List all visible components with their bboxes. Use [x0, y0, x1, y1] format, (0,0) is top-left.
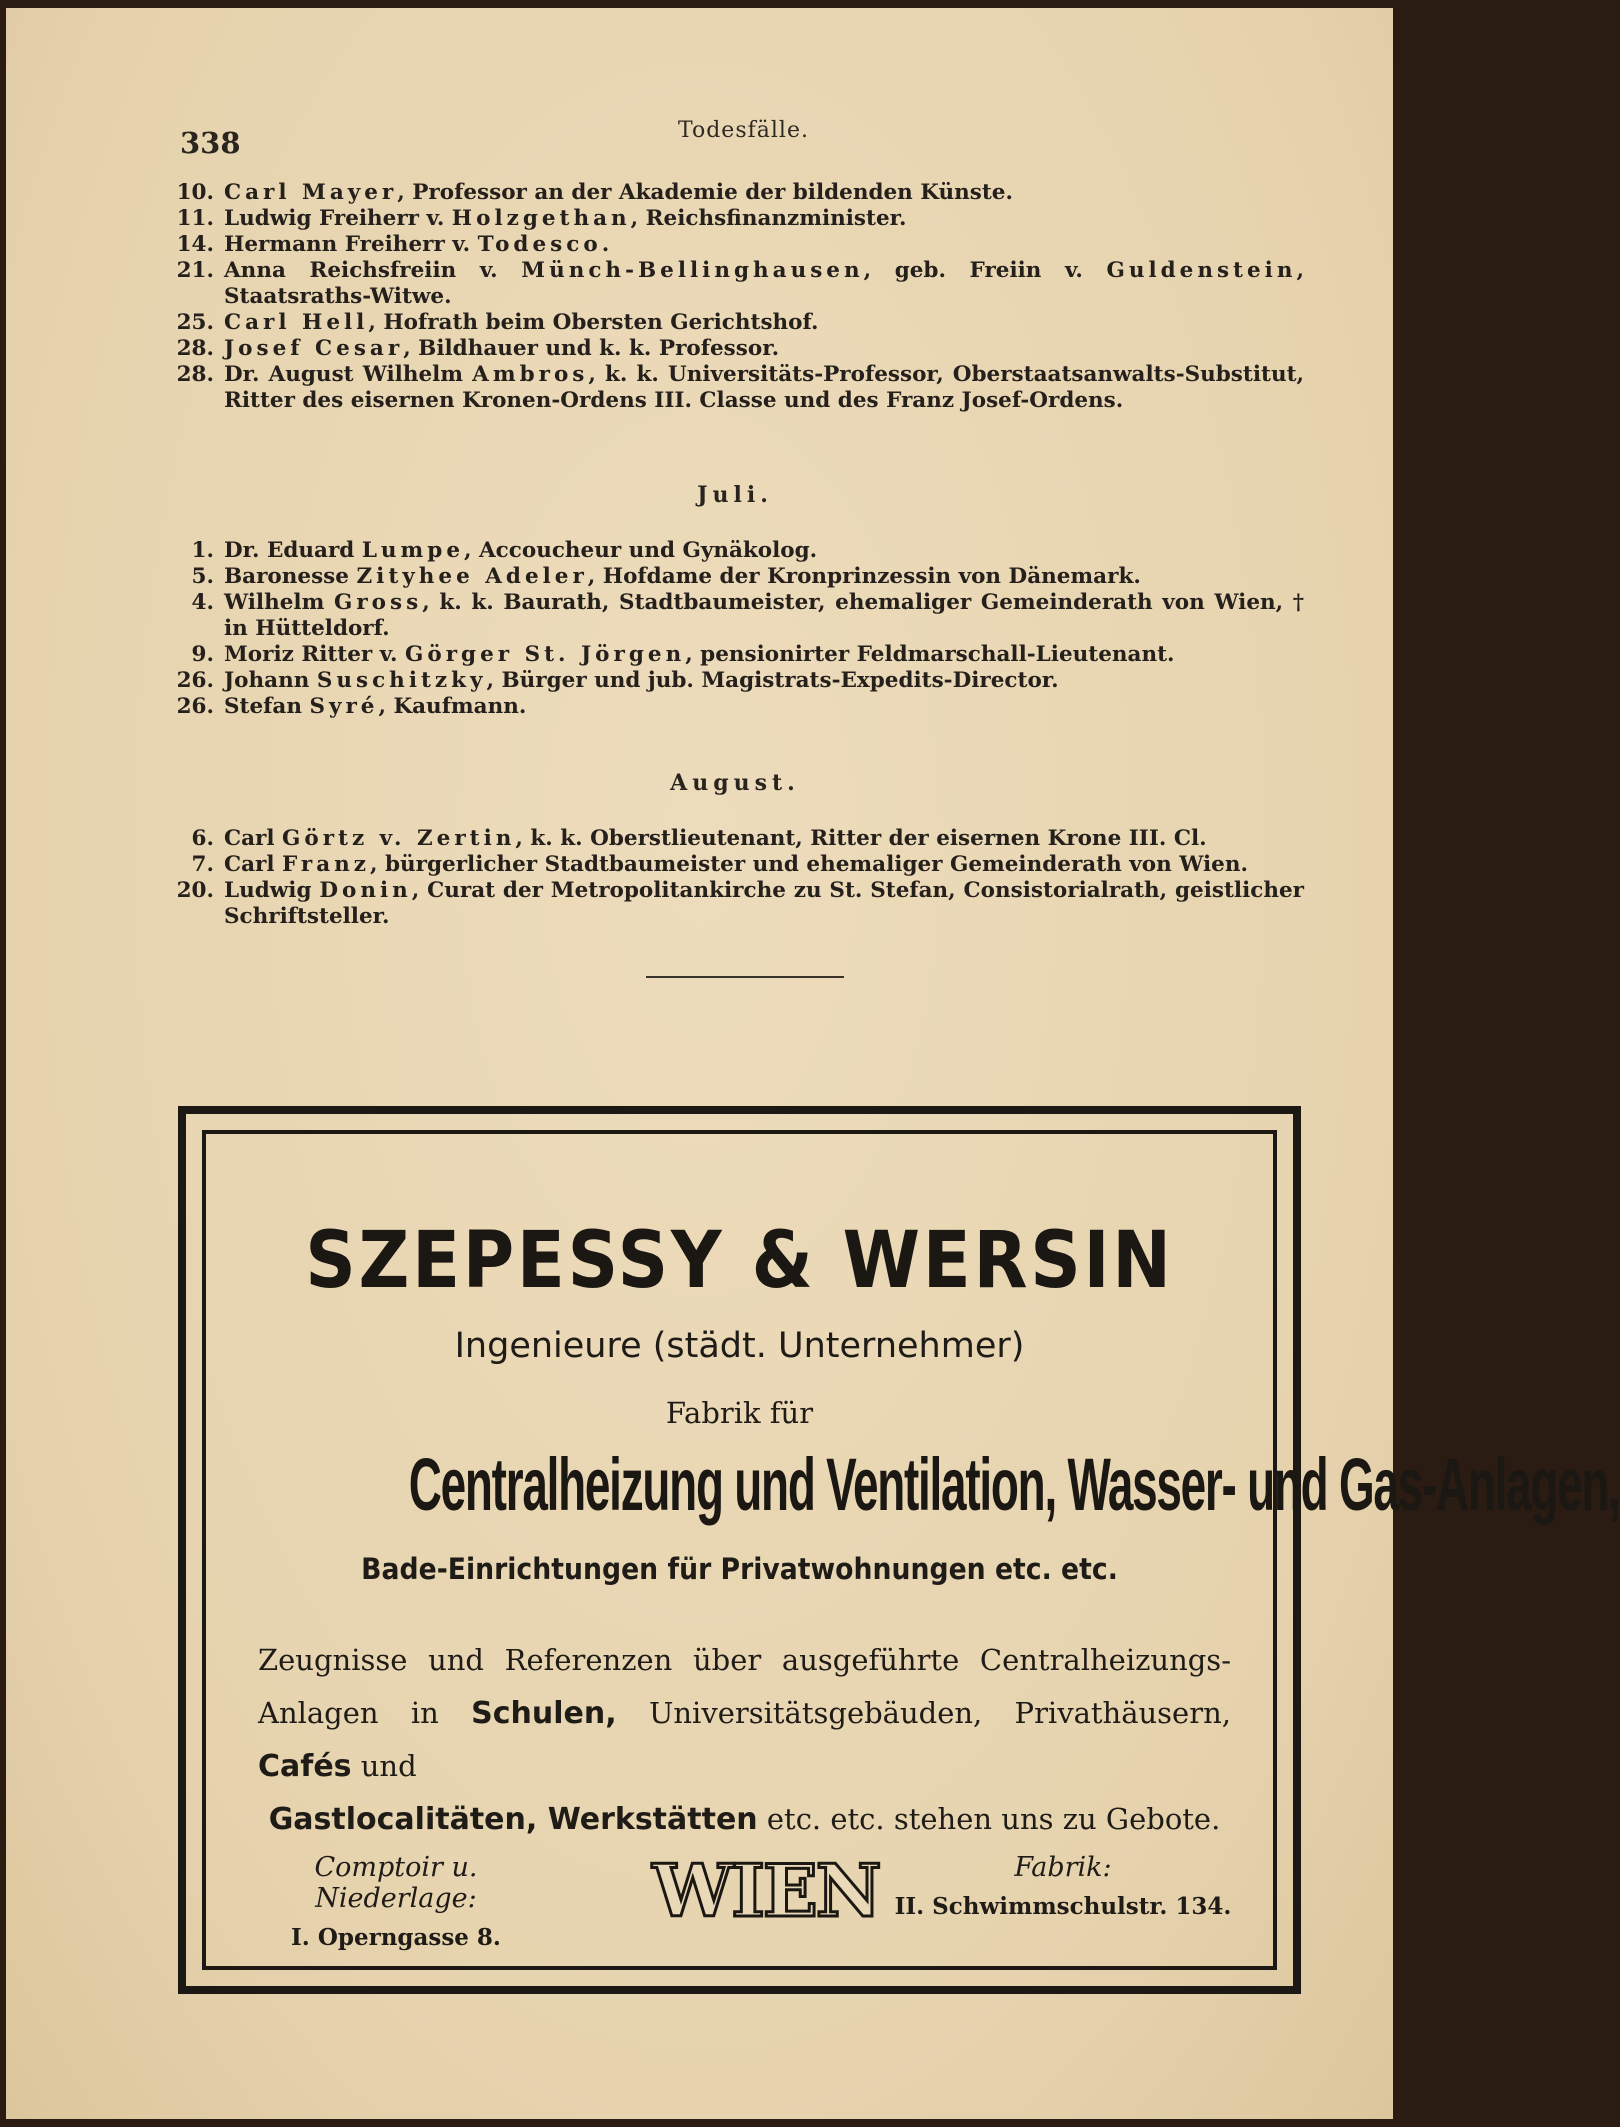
ad-keyword-schulen: Schulen,: [471, 1696, 617, 1731]
ad-para-text: Anlagen in: [258, 1696, 472, 1730]
entry-day: 7.: [191, 852, 214, 877]
entry-day: 10.: [176, 180, 214, 205]
entry-prefix: Wilhelm: [224, 590, 334, 615]
entry-text: , bürgerlicher Stadtbaumeister und ehemaliger Gemeinderath von Wien.: [370, 852, 1248, 877]
entry-june-10: [166, 180, 1304, 206]
ad-headline: Centralheizung und Ventilation, Wasser- und Gas-Anlagen,: [408, 1443, 1620, 1526]
page-header: [174, 118, 1313, 158]
entry-name: Josef Cesar: [224, 336, 404, 361]
ad-fabrik-label: Fabrik:: [1014, 1852, 1112, 1883]
entry-day: 14.: [176, 232, 214, 257]
entry-prefix: Johann: [224, 668, 317, 693]
entry-text: , Hofrath beim Obersten Gerichtshof.: [368, 310, 819, 335]
month-heading-july: Juli.: [697, 482, 773, 508]
month-heading-august: August.: [670, 770, 800, 796]
entry-text: , Bürger und jub. Magistrats-Expedits-Director.: [486, 668, 1059, 693]
entry-name: Donin: [319, 878, 412, 903]
entry-prefix: Anna Reichsfreiin v.: [224, 258, 522, 283]
entry-name: Franz: [282, 852, 371, 877]
entry-name: Münch-Bellinghausen: [521, 258, 864, 283]
entry-prefix: Hermann Freiherr v.: [224, 232, 478, 257]
entry-text: , Bildhauer und k. k. Professor.: [403, 336, 780, 361]
entry-text: , Curat der Metropolitankirche zu St. Stefan, Consistorialrath, geistlicher Schriftsteller.: [224, 878, 1304, 929]
entry-day: 28.: [176, 362, 214, 387]
entry-august-20: [166, 878, 1304, 930]
entry-name: Holzgethan: [451, 206, 631, 231]
entry-july-26a: [166, 668, 1304, 694]
june-entries: [166, 180, 1304, 414]
entry-july-5: [166, 564, 1304, 590]
entry-prefix: Dr. August Wilhelm: [224, 362, 473, 387]
entry-text: .: [601, 232, 610, 257]
entry-day: 20.: [176, 878, 214, 903]
entry-day: 5.: [191, 564, 214, 589]
entry-day: 21.: [176, 258, 214, 283]
entry-prefix: Ludwig: [224, 878, 320, 903]
ad-fabrik-address: II. Schwimmschulstr. 134.: [894, 1893, 1232, 1920]
ad-bade-line: Bade-Einrichtungen für Privatwohnungen etc. etc.: [361, 1552, 1118, 1586]
entry-text: , geb. Freiin v.: [863, 258, 1107, 283]
ad-comptoir-block: [246, 1852, 546, 1951]
entry-august-7: [166, 852, 1304, 878]
ad-company-name: SZEPESSY & WERSIN: [305, 1216, 1174, 1306]
entry-june-28b: [166, 362, 1304, 414]
ad-comptoir-address: I. Operngasse 8.: [291, 1924, 501, 1951]
ad-para-line-1: Zeugnisse und Referenzen über ausgeführte Centralheizungs-: [258, 1643, 1231, 1677]
august-section: [166, 770, 1304, 930]
entry-text: , pensionirter Feldmarschall-Lieutenant.: [685, 642, 1175, 667]
book-page: [6, 8, 1620, 2119]
entry-day: 1.: [191, 538, 214, 563]
entry-text: , Professor an der Akademie der bildenden Künste.: [397, 180, 1013, 205]
entry-name: Carl Hell: [224, 310, 369, 335]
entry-text: , Accoucheur und Gynäkolog.: [464, 538, 818, 563]
entry-name: Suschitzky: [316, 668, 487, 693]
entry-prefix: Stefan: [224, 694, 310, 719]
entry-june-28a: [166, 336, 1304, 362]
page-number: 338: [180, 126, 241, 160]
entry-name: Carl Mayer: [224, 180, 398, 205]
entry-july-1: [166, 538, 1304, 564]
ad-para-text: etc. etc. stehen uns zu Gebote.: [757, 1802, 1221, 1836]
ad-fabrik-block: [883, 1852, 1243, 1920]
entry-name: Görger St. Jörgen: [405, 642, 686, 667]
entry-prefix: Carl: [224, 852, 283, 877]
entry-day: 9.: [191, 642, 214, 667]
entry-text: , Reichsfinanzminister.: [630, 206, 907, 231]
ad-references-paragraph: [258, 1634, 1231, 1846]
entry-text: , k. k. Universitäts-Professor, Oberstaatsanwalts-Substitut, Ritter des eisernen Kronen-Ordens III. Classe und des Franz Josef-Ordens.: [224, 362, 1304, 413]
entry-day: 25.: [176, 310, 214, 335]
entry-name: Görtz v. Zertin: [282, 826, 516, 851]
entry-july-4: [166, 590, 1304, 642]
entry-prefix: Ludwig Freiherr v.: [224, 206, 452, 231]
ad-fabrik-fuer: Fabrik für: [665, 1396, 814, 1430]
entry-text: , k. k. Oberstlieutenant, Ritter der eisernen Krone III. Cl.: [515, 826, 1207, 851]
entry-name: Gross: [333, 590, 423, 615]
entry-june-21: [166, 258, 1304, 310]
entry-july-9: [166, 642, 1304, 668]
entry-name: Zityhee Adeler: [356, 564, 588, 589]
ad-keyword-gastlocalitaeten: Gastlocalitäten, Werkstätten: [268, 1802, 758, 1837]
entry-name: Todesco: [477, 232, 602, 257]
ad-para-text: und: [351, 1749, 417, 1783]
entry-day: 4.: [191, 590, 214, 615]
entry-day: 6.: [191, 826, 214, 851]
july-section: [166, 482, 1304, 720]
ad-subtitle: Ingenieure (städt. Unternehmer): [454, 1326, 1025, 1366]
entry-day: 28.: [176, 336, 214, 361]
entry-day: 26.: [176, 668, 214, 693]
entry-june-14: [166, 232, 1304, 258]
entry-prefix: Moriz Ritter v.: [224, 642, 406, 667]
ad-para-text: Universitätsgebäuden, Privathäusern,: [616, 1696, 1231, 1730]
entry-text: , Kaufmann.: [378, 694, 527, 719]
entry-name: Ambros: [472, 362, 589, 387]
advertisement-frame: [178, 1106, 1620, 1994]
entry-day: 26.: [176, 694, 214, 719]
advertisement-inner-frame: [202, 1130, 1620, 1970]
entry-july-26b: [166, 694, 1304, 720]
entry-name: Syré: [309, 694, 379, 719]
entry-day: 11.: [176, 206, 214, 231]
entry-text: , k. k. Baurath, Stadtbaumeister, ehemaliger Gemeinderath von Wien, † in Hütteldorf.: [224, 590, 1304, 641]
entry-name-2: Guldenstein: [1106, 258, 1297, 283]
entry-june-25: [166, 310, 1304, 336]
entry-august-6: [166, 826, 1304, 852]
entry-text: , Hofdame der Kronprinzessin von Dänemark.: [587, 564, 1141, 589]
ad-comptoir-label: Comptoir u. Niederlage:: [314, 1852, 478, 1914]
ad-keyword-cafes: Cafés: [258, 1749, 352, 1784]
entry-text-2: , Staatsraths-Witwe.: [224, 258, 1304, 309]
ad-city-text: WIEN: [652, 1848, 880, 1933]
ad-wien-wordmark: [652, 1848, 880, 1933]
section-divider: [646, 976, 844, 978]
ad-para-line-2: [258, 1687, 1231, 1793]
running-title: Todesfälle.: [678, 118, 809, 143]
entry-prefix: Baronesse: [224, 564, 357, 589]
ad-para-line-3: [258, 1793, 1231, 1846]
entry-prefix: Carl: [224, 826, 283, 851]
entry-name: Lumpe: [361, 538, 465, 563]
entry-prefix: Dr. Eduard: [224, 538, 362, 563]
entry-june-11: [166, 206, 1304, 232]
